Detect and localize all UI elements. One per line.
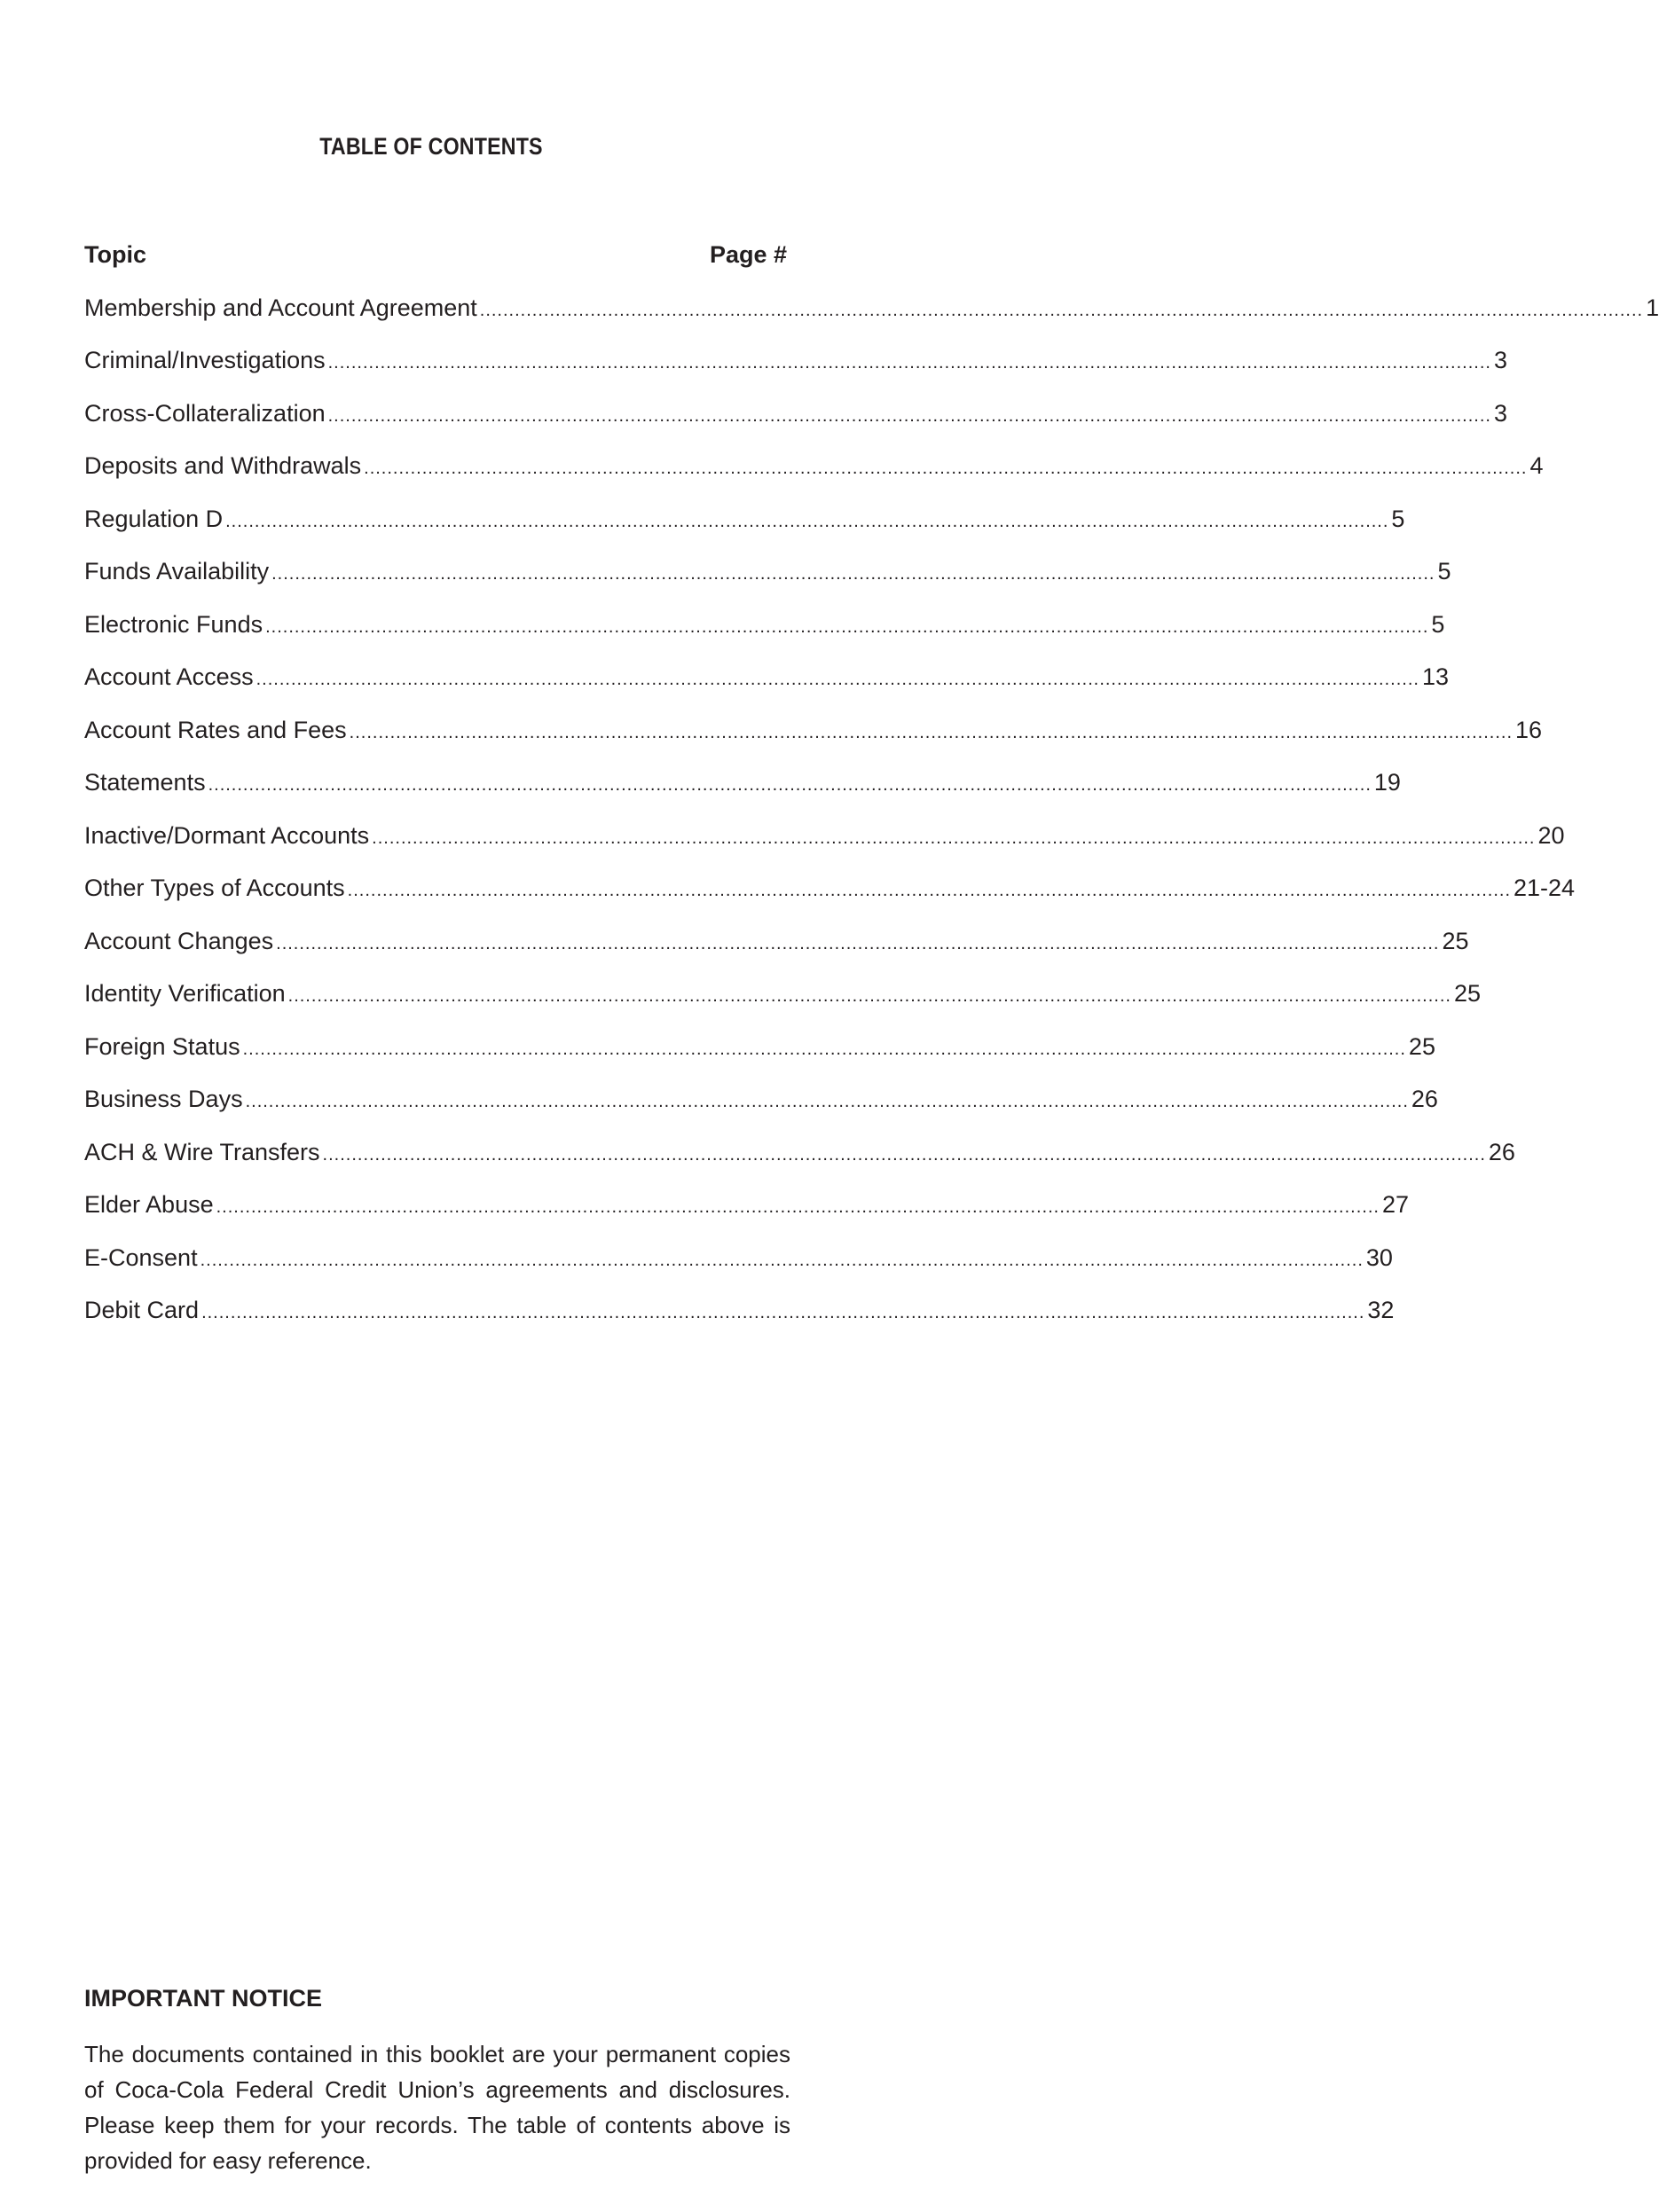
dot-leader: ........................................................................................................................................................................................................ (242, 1039, 1406, 1059)
toc-entry-topic: Cross-Collateralization (84, 399, 326, 427)
toc-entry-page: 1 (1646, 294, 1659, 321)
dot-leader: ........................................................................................................................................................................................................ (364, 459, 1528, 478)
toc-entry-page: 27 (1381, 1191, 1409, 1218)
dot-leader: ........................................................................................................................................................................................................ (216, 1197, 1380, 1217)
toc-entry-page: 26 (1411, 1086, 1438, 1112)
dot-leader: ........................................................................................................................................................................................................ (327, 353, 1491, 373)
toc-entry (84, 342, 1507, 378)
toc-entry (84, 1029, 1435, 1064)
toc-entry-topic: Regulation D (84, 505, 224, 532)
toc-entry-page: 25 (1408, 1032, 1435, 1060)
notice-title: IMPORTANT NOTICE (84, 1985, 322, 2012)
toc-entry-page: 19 (1373, 769, 1401, 796)
dot-leader: ........................................................................................................................................................................................................ (200, 1250, 1364, 1270)
toc-entry (84, 501, 1405, 537)
toc-entry-topic: Funds Availability (84, 558, 270, 584)
toc-entry-topic: Membership and Account Agreement (84, 294, 477, 321)
toc-entry-page: 30 (1365, 1243, 1393, 1271)
page-title: TABLE OF CONTENTS (319, 133, 543, 160)
toc-entry-page: 13 (1421, 663, 1449, 690)
toc-entry-topic: Deposits and Withdrawals (84, 452, 362, 479)
dot-leader: ........................................................................................................................................................................................................ (479, 300, 1644, 320)
toc-entry-topic: Account Access (84, 663, 254, 690)
dot-leader: ........................................................................................................................................................................................................ (245, 1092, 1409, 1111)
toc-entry (84, 1240, 1393, 1275)
toc-header-page: Page # (709, 241, 787, 268)
toc-entry (84, 923, 1469, 959)
toc-entry-page: 16 (1515, 716, 1543, 743)
toc-entry-page: 5 (1391, 505, 1405, 532)
toc-entry-page: 21-24 (1514, 875, 1576, 901)
toc-entry (84, 1292, 1395, 1328)
toc-entry (84, 396, 1507, 431)
table-of-contents (84, 237, 1659, 1345)
dot-leader: ........................................................................................................................................................................................................ (287, 986, 1451, 1006)
dot-leader: ........................................................................................................................................................................................................ (327, 405, 1491, 426)
toc-entry-topic: Criminal/Investigations (84, 347, 326, 373)
toc-entry-page: 32 (1367, 1297, 1395, 1323)
toc-entry-topic: Identity Verification (84, 980, 286, 1007)
notice-body: The documents contained in this booklet are your permanent copies of Coca-Cola Federal Credit Union’s agreements and disclosures. Please keep them for your records. The table of contents above is provided for easy reference. (84, 2041, 790, 2174)
toc-entry-topic: Electronic Funds (84, 610, 263, 638)
dot-leader: ........................................................................................................................................................................................................ (201, 1303, 1365, 1322)
toc-entry (84, 976, 1482, 1011)
toc-entry-topic: Statements (84, 769, 206, 796)
toc-entry-topic: ACH & Wire Transfers (84, 1138, 320, 1165)
toc-entry-page: 5 (1431, 610, 1445, 638)
dot-leader: ........................................................................................................................................................................................................ (349, 722, 1513, 742)
toc-entry (84, 765, 1401, 800)
dot-leader: ........................................................................................................................................................................................................ (271, 564, 1435, 584)
dot-leader: ........................................................................................................................................................................................................ (225, 511, 1389, 531)
toc-entry (84, 712, 1543, 748)
toc-entry-topic: Foreign Status (84, 1032, 240, 1060)
toc-entry-page: 20 (1537, 821, 1565, 849)
toc-entry (84, 1134, 1515, 1170)
dot-leader: ........................................................................................................................................................................................................ (256, 670, 1419, 689)
toc-entry (84, 818, 1565, 853)
toc-entry-page: 26 (1488, 1138, 1515, 1165)
toc-entry-topic: Account Rates and Fees (84, 716, 347, 743)
dot-leader: ........................................................................................................................................................................................................ (322, 1144, 1486, 1165)
toc-entry-topic: Other Types of Accounts (84, 875, 345, 901)
toc-entry (84, 1081, 1438, 1117)
dot-leader: ........................................................................................................................................................................................................ (265, 616, 1429, 637)
dot-leader: ........................................................................................................................................................................................................ (347, 881, 1511, 900)
toc-entry-topic: Account Changes (84, 927, 274, 954)
toc-entry-page: 4 (1529, 452, 1544, 479)
toc-entry-topic: Debit Card (84, 1297, 200, 1323)
toc-entry-page: 5 (1437, 558, 1451, 584)
toc-entry (84, 607, 1445, 642)
toc-entry-page: 25 (1453, 980, 1482, 1007)
toc-header-topic: Topic (84, 241, 146, 268)
toc-entry (84, 553, 1451, 589)
toc-entry (84, 290, 1659, 326)
toc-entry (84, 448, 1544, 483)
toc-entry (84, 659, 1449, 694)
toc-entry-topic: E-Consent (84, 1243, 198, 1271)
dot-leader: ........................................................................................................................................................................................................ (372, 828, 1536, 848)
toc-entry (84, 870, 1576, 906)
toc-header (84, 237, 787, 272)
toc-entry-topic: Business Days (84, 1086, 243, 1112)
toc-entry-topic: Elder Abuse (84, 1191, 214, 1218)
toc-entry-page: 25 (1442, 927, 1469, 954)
toc-entry-page: 3 (1493, 347, 1507, 373)
dot-leader: ........................................................................................................................................................................................................ (276, 933, 1440, 953)
toc-entry-page: 3 (1493, 399, 1507, 427)
toc-entry-topic: Inactive/Dormant Accounts (84, 821, 370, 849)
toc-entry (84, 1187, 1409, 1222)
dot-leader: ........................................................................................................................................................................................................ (208, 775, 1372, 795)
